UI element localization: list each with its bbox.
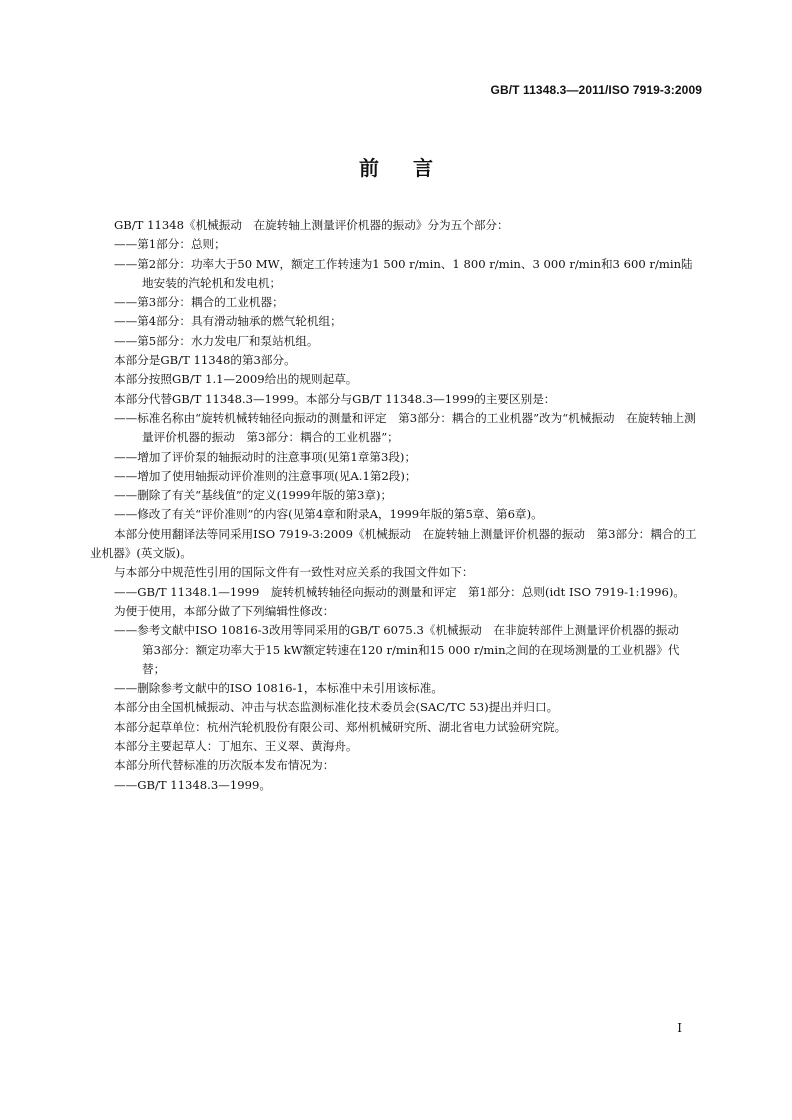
foreword-body	[90, 216, 702, 795]
list-item: ——增加了使用轴振动评价准则的注意事项(见A.1第2段)；	[114, 468, 417, 483]
list-item: ——删除了有关“基线值”的定义(1999年版的第3章)；	[114, 488, 393, 503]
paragraph: 为便于使用，本部分做了下列编辑性修改：	[114, 603, 335, 618]
paragraph: 本部分主要起草人：丁旭东、王义翠、黄海舟。	[114, 739, 358, 754]
list-item: ——删除参考文献中的ISO 10816-1，本标准中未引用该标准。	[114, 681, 443, 696]
paragraph: 与本部分中规范性引用的国际文件有一致性对应关系的我国文件如下：	[114, 565, 474, 580]
list-item: ——GB/T 11348.3—1999。	[114, 777, 271, 792]
paragraph: GB/T 11348《机械振动 在旋转轴上测量评价机器的振动》分为五个部分：	[114, 218, 509, 232]
paragraph: 本部分代替GB/T 11348.3—1999。本部分与GB/T 11348.3—1999的主要区别是：	[114, 391, 556, 406]
list-item: ——修改了有关“评价准则”的内容(见第4章和附录A，1999年版的第5章、第6章)。	[114, 507, 543, 522]
paragraph: 本部分所代替标准的历次版本发布情况为：	[114, 758, 335, 773]
standard-code-header: GB/T 11348.3—2011/ISO 7919-3:2009	[490, 83, 702, 97]
page-title: 前言	[359, 156, 467, 180]
page-number: Ⅰ	[677, 1021, 682, 1035]
list-item: ——GB/T 11348.1—1999 旋转机械转轴径向振动的测量和评定 第1部分：总则(idt ISO 7919-1:1996)。	[114, 584, 685, 599]
list-item: ——标准名称由“旋转机械转轴径向振动的测量和评定 第3部分：耦合的工业机器”改为“机械振动 在旋转轴上测量评价机器的振动 第3部分：耦合的工业机器”；	[114, 410, 696, 445]
list-item: ——第4部分：具有滑动轴承的燃气轮机组；	[114, 314, 342, 329]
list-item: ——第5部分：水力发电厂和泵站机组。	[114, 333, 319, 348]
paragraph: 本部分是GB/T 11348的第3部分。	[114, 353, 296, 368]
paragraph: 本部分起草单位：杭州汽轮机股份有限公司、郑州机械研究所、湖北省电力试验研究院。	[114, 719, 567, 734]
paragraph: 本部分由全国机械振动、冲击与状态监测标准化技术委员会(SAC/TC 53)提出并归口。	[114, 700, 559, 715]
list-item: ——增加了评价泵的轴振动时的注意事项(见第1章第3段)；	[114, 449, 417, 464]
list-item: ——第1部分：总则；	[114, 237, 226, 252]
paragraph: 本部分按照GB/T 1.1—2009给出的规则起草。	[114, 372, 358, 387]
list-item: ——第3部分：耦合的工业机器；	[114, 295, 284, 310]
list-item: ——参考文献中ISO 10816-3改用等同采用的GB/T 6075.3《机械振动 在非旋转部件上测量评价机器的振动 第3部分：额定功率大于15 kW额定转速在120 r/min和15 000 r/min之间的在现场测量的工业机器》代替；	[114, 623, 691, 676]
list-item: ——第2部分：功率大于50 MW，额定工作转速为1 500 r/min、1 800 r/min、3 000 r/min和3 600 r/min陆地安装的汽轮机和发电机；	[114, 256, 693, 290]
paragraph: 本部分使用翻译法等同采用ISO 7919-3:2009《机械振动 在旋转轴上测量评价机器的振动 第3部分：耦合的工业机器》(英文版)。	[90, 526, 697, 561]
